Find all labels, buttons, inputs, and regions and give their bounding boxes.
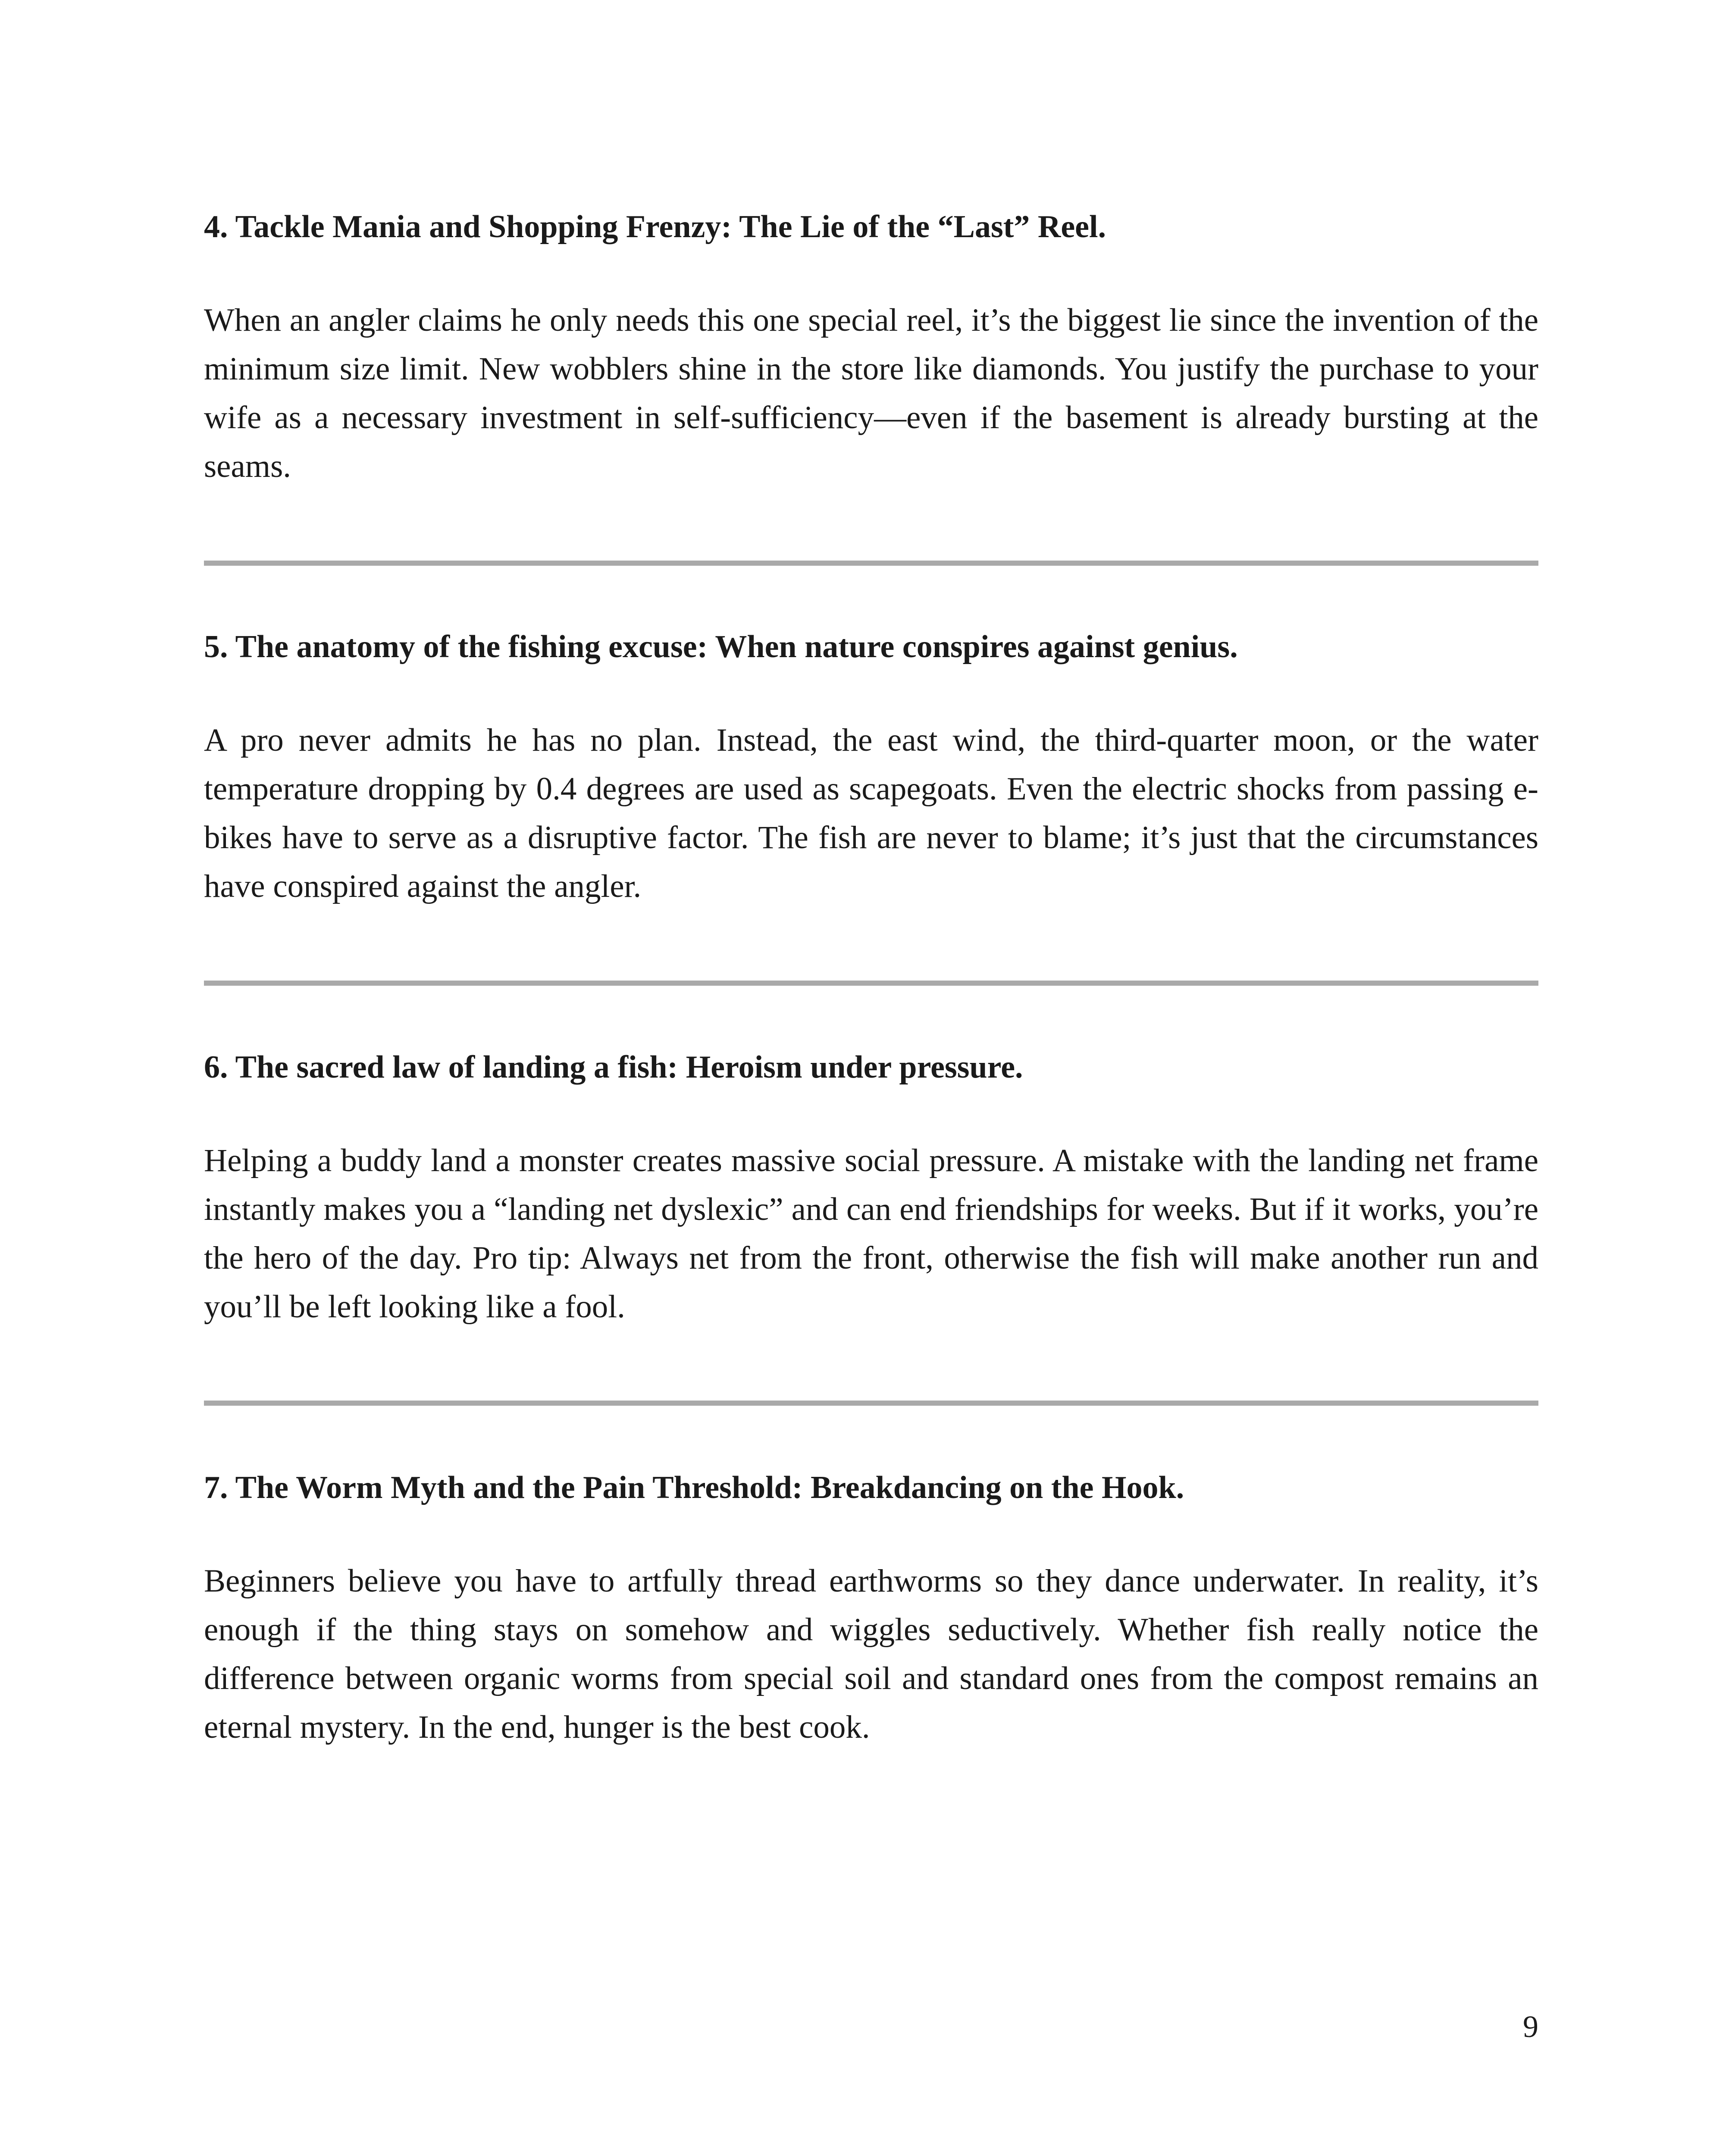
section-heading: 7. The Worm Myth and the Pain Threshold: Breakdancing on the Hook. — [204, 1470, 1184, 1505]
section-divider — [204, 981, 1538, 986]
section-body: A pro never admits he has no plan. Instead, the east wind, the third-quarter moon, or the water temperature dropping by 0.4 degrees are used as scapegoats. Even the electric shocks from passing e-bikes have to serve as a disruptive factor. The fish are never to blame; it’s just that the circumstances have conspired against the angler. — [204, 722, 1538, 904]
section-divider — [204, 1401, 1538, 1406]
section-body: Helping a buddy land a monster creates massive social pressure. A mistake with the landing net frame instantly makes you a “landing net dyslexic” and can end friendships for weeks. But if it works, you’re the hero of the day. Pro tip: Always net from the front, otherwise the fish will make another run and you’ll be left looking like a fool. — [204, 1143, 1538, 1325]
section-heading: 6. The sacred law of landing a fish: Heroism under pressure. — [204, 1050, 1023, 1085]
section-heading: 4. Tackle Mania and Shopping Frenzy: The Lie of the “Last” Reel. — [204, 209, 1106, 244]
document-page — [204, 0, 1538, 2156]
page-number: 9 — [1523, 2009, 1538, 2044]
section-body: Beginners believe you have to artfully thread earthworms so they dance underwater. In reality, it’s enough if the thing stays on somehow and wiggles seductively. Whether fish really notice the difference between organic worms from special soil and standard ones from the compost remains an eternal mystery. In the end, hunger is the best cook. — [204, 1563, 1538, 1745]
section-body: When an angler claims he only needs this one special reel, it’s the biggest lie since the invention of the minimum size limit. New wobblers shine in the store like diamonds. You justify the purchase to your wife as a necessary investment in self-sufficiency—even if the basement is already bursting at the seams. — [204, 302, 1538, 484]
section-divider — [204, 561, 1538, 566]
section-heading: 5. The anatomy of the fishing excuse: When nature conspires against genius. — [204, 629, 1238, 664]
